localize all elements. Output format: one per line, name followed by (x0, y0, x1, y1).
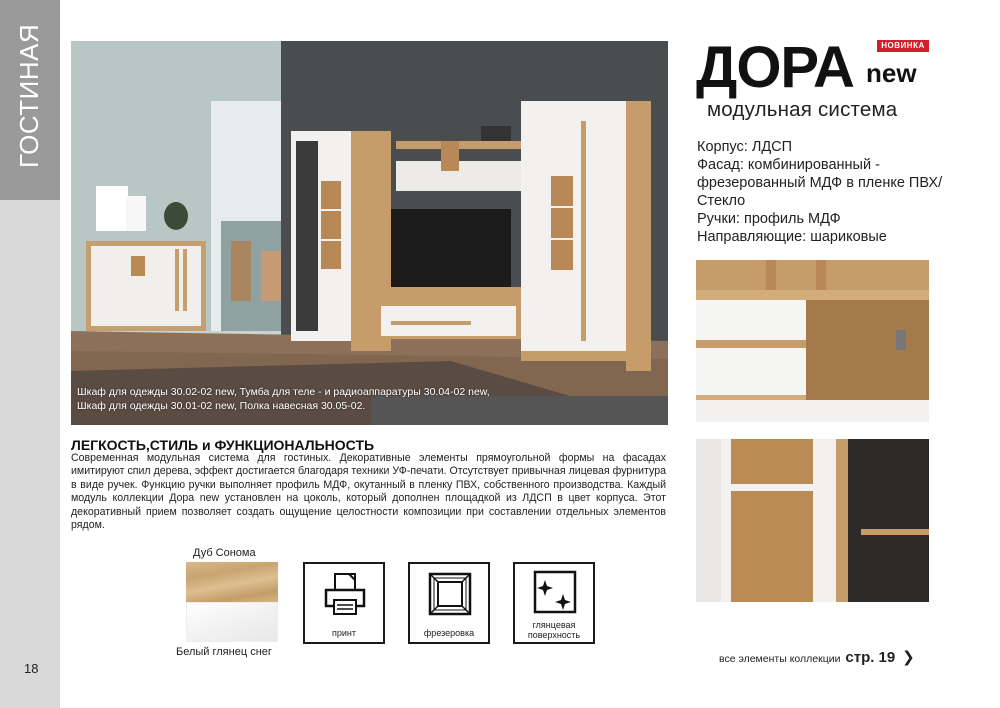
spec-handles: Ручки: профиль МДФ (697, 211, 841, 227)
main-photo (71, 41, 668, 425)
collection-link[interactable] (719, 648, 915, 666)
detail-photo-drawer (696, 260, 929, 422)
swatch-oak-label: Дуб Сонома (193, 547, 256, 559)
swatch-white-label: Белый глянец снег (176, 646, 272, 658)
photo-caption (77, 385, 490, 413)
swatch-white-gloss (186, 602, 278, 642)
feature-print (303, 562, 385, 644)
facade-detail-illustration (696, 439, 929, 602)
printer-icon (321, 570, 369, 618)
spec-facade: Фасад: комбинированный - фрезерованный МДФ в пленке ПВХ/ Стекло (697, 157, 947, 209)
product-subtitle: модульная система (707, 98, 898, 121)
photo-caption-line1: Шкаф для одежды 30.02-02 new, Тумба для теле - и радиоаппаратуры 30.04-02 new, (77, 386, 490, 398)
feature-gloss (513, 562, 595, 644)
section-label: ГОСТИНАЯ (14, 23, 44, 168)
page-number: 18 (24, 661, 39, 676)
collection-link-text[interactable]: все элементы коллекции (719, 653, 841, 665)
product-title-suffix: new (866, 58, 917, 88)
section-heading: ЛЕГКОСТЬ,СТИЛЬ и ФУНКЦИОНАЛЬНОСТЬ (71, 437, 375, 453)
feature-milling-label: фрезеровка (423, 628, 475, 638)
swatch-oak (186, 562, 278, 602)
detail-photo-facade (696, 439, 929, 602)
feature-gloss-label: глянцевая поверхность (527, 620, 581, 640)
spec-list (697, 138, 967, 246)
new-badge: НОВИНКА (877, 40, 929, 52)
feature-print-label: принт (332, 628, 356, 638)
chevron-right-icon[interactable]: ❯ (902, 649, 915, 666)
spec-body: Корпус: ЛДСП (697, 139, 793, 155)
milling-frame-icon (426, 570, 474, 618)
spec-guides: Направляющие: шариковые (697, 229, 887, 245)
photo-caption-line2: Шкаф для одежды 30.01-02 new, Полка навесная 30.05-02. (77, 400, 366, 412)
gloss-sparkle-icon (531, 570, 579, 618)
collection-page-ref[interactable]: стр. 19 (845, 649, 896, 666)
feature-milling (408, 562, 490, 644)
product-title: ДОРА (696, 35, 854, 100)
description-text: Современная модульная система для гостиных. Декоративные элементы прямоугольной формы на фасадах имитируют спил дерева, эффект достигается благодаря техники УФ-печати. Отсутствует привычная лицевая фурнитура в виде ручек. Функцию ручки выполняет профиль МДФ, окутанный в пленку ПВХ, собственного производства. Каждый модуль коллекции Дора new установлен на цоколь, который дополнен площадкой из ЛДСП в цвет корпуса. Этот декоративный прием позволяет создать ощущение целостности композиции при составлении отдельных элементов рядом. (71, 452, 666, 532)
drawer-detail-illustration (696, 260, 929, 422)
living-room-illustration (71, 41, 668, 425)
